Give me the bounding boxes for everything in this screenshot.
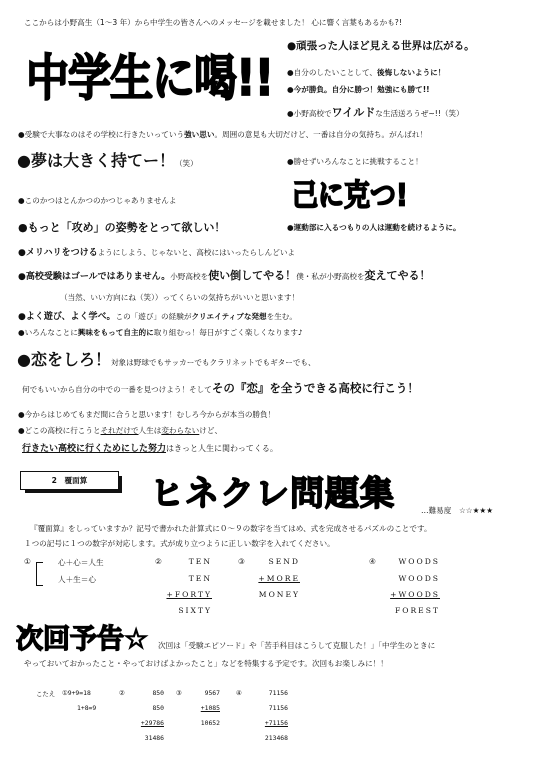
message-doko: ●どこの高校に行こうとそれだけで人生は変わらないけど、 xyxy=(18,426,223,435)
puzzle-row: +FORTY xyxy=(166,590,212,599)
next-issue-title: 次回予告☆ xyxy=(16,624,149,655)
message-seme: ●もっと「攻め」の姿勢をとって欲しい！ xyxy=(18,221,226,234)
message-yume: ●夢は大きく持てー！（笑） xyxy=(17,151,198,170)
answer-row: +71156 xyxy=(264,719,288,727)
answer-number: ② xyxy=(119,689,125,697)
message-juken: ●受験で大事なのはその学校に行きたいっていう強い思い。周囲の意見も大切だけど、一番は自分の気持ち。がんばれ！ xyxy=(18,130,428,139)
puzzle-bracket xyxy=(36,562,43,586)
puzzle-number: ② xyxy=(155,557,162,566)
answer-row: 31486 xyxy=(144,734,164,742)
answer-row: +29786 xyxy=(140,719,164,727)
answer-row: +1085 xyxy=(200,704,220,712)
puzzle-difficulty: …難易度 ☆☆★★★ xyxy=(421,506,494,515)
answer-row: 10652 xyxy=(200,719,220,727)
answer-number: ④ xyxy=(236,689,242,697)
next-issue-text: 次回は「受験エピソード」や「苦手科目はこうして克服した！」「中学生のときに xyxy=(158,641,436,650)
message-asobe: ●よく遊び、よく学べ。この「遊び」の経験がクリエイティブな発想を生む。 xyxy=(18,312,297,322)
puzzle-number: ① xyxy=(24,557,31,566)
message-item: ●小野高校でワイルドな生活送ろうぜ~!!（笑） xyxy=(287,106,464,119)
answer-row: 71156 xyxy=(268,689,288,697)
puzzle-row: FOREST xyxy=(394,606,440,615)
puzzle-label: 2 覆面算 xyxy=(20,471,119,490)
next-issue-text: やっておいておかったこと・やっておけばよかったこと」などを特集する予定です。次回もお楽しみに！！ xyxy=(24,659,388,668)
message-item: ●今が勝負。自分に勝つ！勉強にも勝て!! xyxy=(287,85,430,94)
puzzle-number: ④ xyxy=(369,557,376,566)
message-merihari: ●メリハリをつけるようにしよう、じゃないと、高校にはいったらしんどいよ xyxy=(18,248,296,258)
puzzle-row: +WOODS xyxy=(390,590,440,599)
answers-label: こたえ xyxy=(36,690,56,698)
message-kyoumi: ●いろんなことに興味をもって自主的に取り組むっ！毎日がすごく楽しくなります♪ xyxy=(18,328,303,337)
puzzle-row: TEN xyxy=(188,574,212,583)
message-touzen: （当然、いい方向にね（笑））ってくらいの気持ちがいいと思います！ xyxy=(60,293,300,302)
puzzle-row: +MORE xyxy=(258,574,300,583)
message-item: ●自分のしたいことして、後悔しないように！ xyxy=(287,68,446,77)
message-goal: ●高校受験はゴールではありません。小野高校を使い倒してやる！僕・私が小野高校を変えてやる！ xyxy=(18,269,431,282)
puzzle-row: SEND xyxy=(268,557,300,566)
answer-row: 71156 xyxy=(268,704,288,712)
puzzle-row: TEN xyxy=(188,557,212,566)
puzzle-description: 『覆面算』をしっていますか？記号で書かれた計算式に０～９の数字を当てはめ、式を完成させるパズルのことです。 xyxy=(30,524,432,533)
puzzle-description: １つの記号に１つの数字が対応します。式が成り立つように正しい数字を入れてください。 xyxy=(24,539,335,548)
answer-row: 850 xyxy=(152,704,164,712)
message-item: ●頑張った人ほど見える世界は広がる。 xyxy=(287,40,475,52)
kokatsu-heading: 己に克つ! xyxy=(292,178,408,214)
message-tonkatsu: ●このかつはとんかつのかつじゃありませんよ xyxy=(18,196,177,205)
banner-title: 中学生に喝!! xyxy=(26,50,274,108)
answer-row: 213468 xyxy=(264,734,288,742)
answer-row: 9567 xyxy=(204,689,220,697)
answer-1: 1+8=9 xyxy=(77,704,97,712)
puzzle-title: ヒネクレ問題集 xyxy=(150,474,395,514)
puzzle-equation: 心＋心＝人生 xyxy=(58,558,104,567)
answer-row: 850 xyxy=(152,689,164,697)
message-koi: ●恋をしろ！対象は野球でもサッカーでもクラリネットでもギターでも、 xyxy=(17,350,316,369)
answer-number: ③ xyxy=(176,689,182,697)
message-undobu: ●運動部に入るつもりの人は運動を続けるように。 xyxy=(287,223,461,232)
puzzle-label-frame xyxy=(20,471,128,495)
message-ikitai: 行きたい高校に行くためにした努力はきっと人生に関わってくる。 xyxy=(22,444,278,454)
puzzle-equation: 人＋生＝心 xyxy=(58,575,96,584)
intro-text: ここからは小野高生（1〜3 年）から中学生の皆さんへのメッセージを載せました！ 心に響く言葉もあるかも?! xyxy=(24,18,402,27)
message-chousen: ●勝せずいろんなことに挑戦すること！ xyxy=(287,157,423,166)
puzzle-row: MONEY xyxy=(258,590,300,599)
puzzle-row: WOODS xyxy=(398,557,440,566)
message-ima: ●今からはじめてもまだ間に合うと思います！むしろ今からが本当の勝負！ xyxy=(18,410,276,419)
message-koi2: 何でもいいから自分の中での一番を見つけよう！そしてその『恋』を全うできる高校に行こう！ xyxy=(22,381,419,395)
puzzle-number: ③ xyxy=(238,557,245,566)
answer-1: ①9+9=18 xyxy=(62,689,91,697)
puzzle-row: WOODS xyxy=(398,574,440,583)
puzzle-row: SIXTY xyxy=(178,606,212,615)
